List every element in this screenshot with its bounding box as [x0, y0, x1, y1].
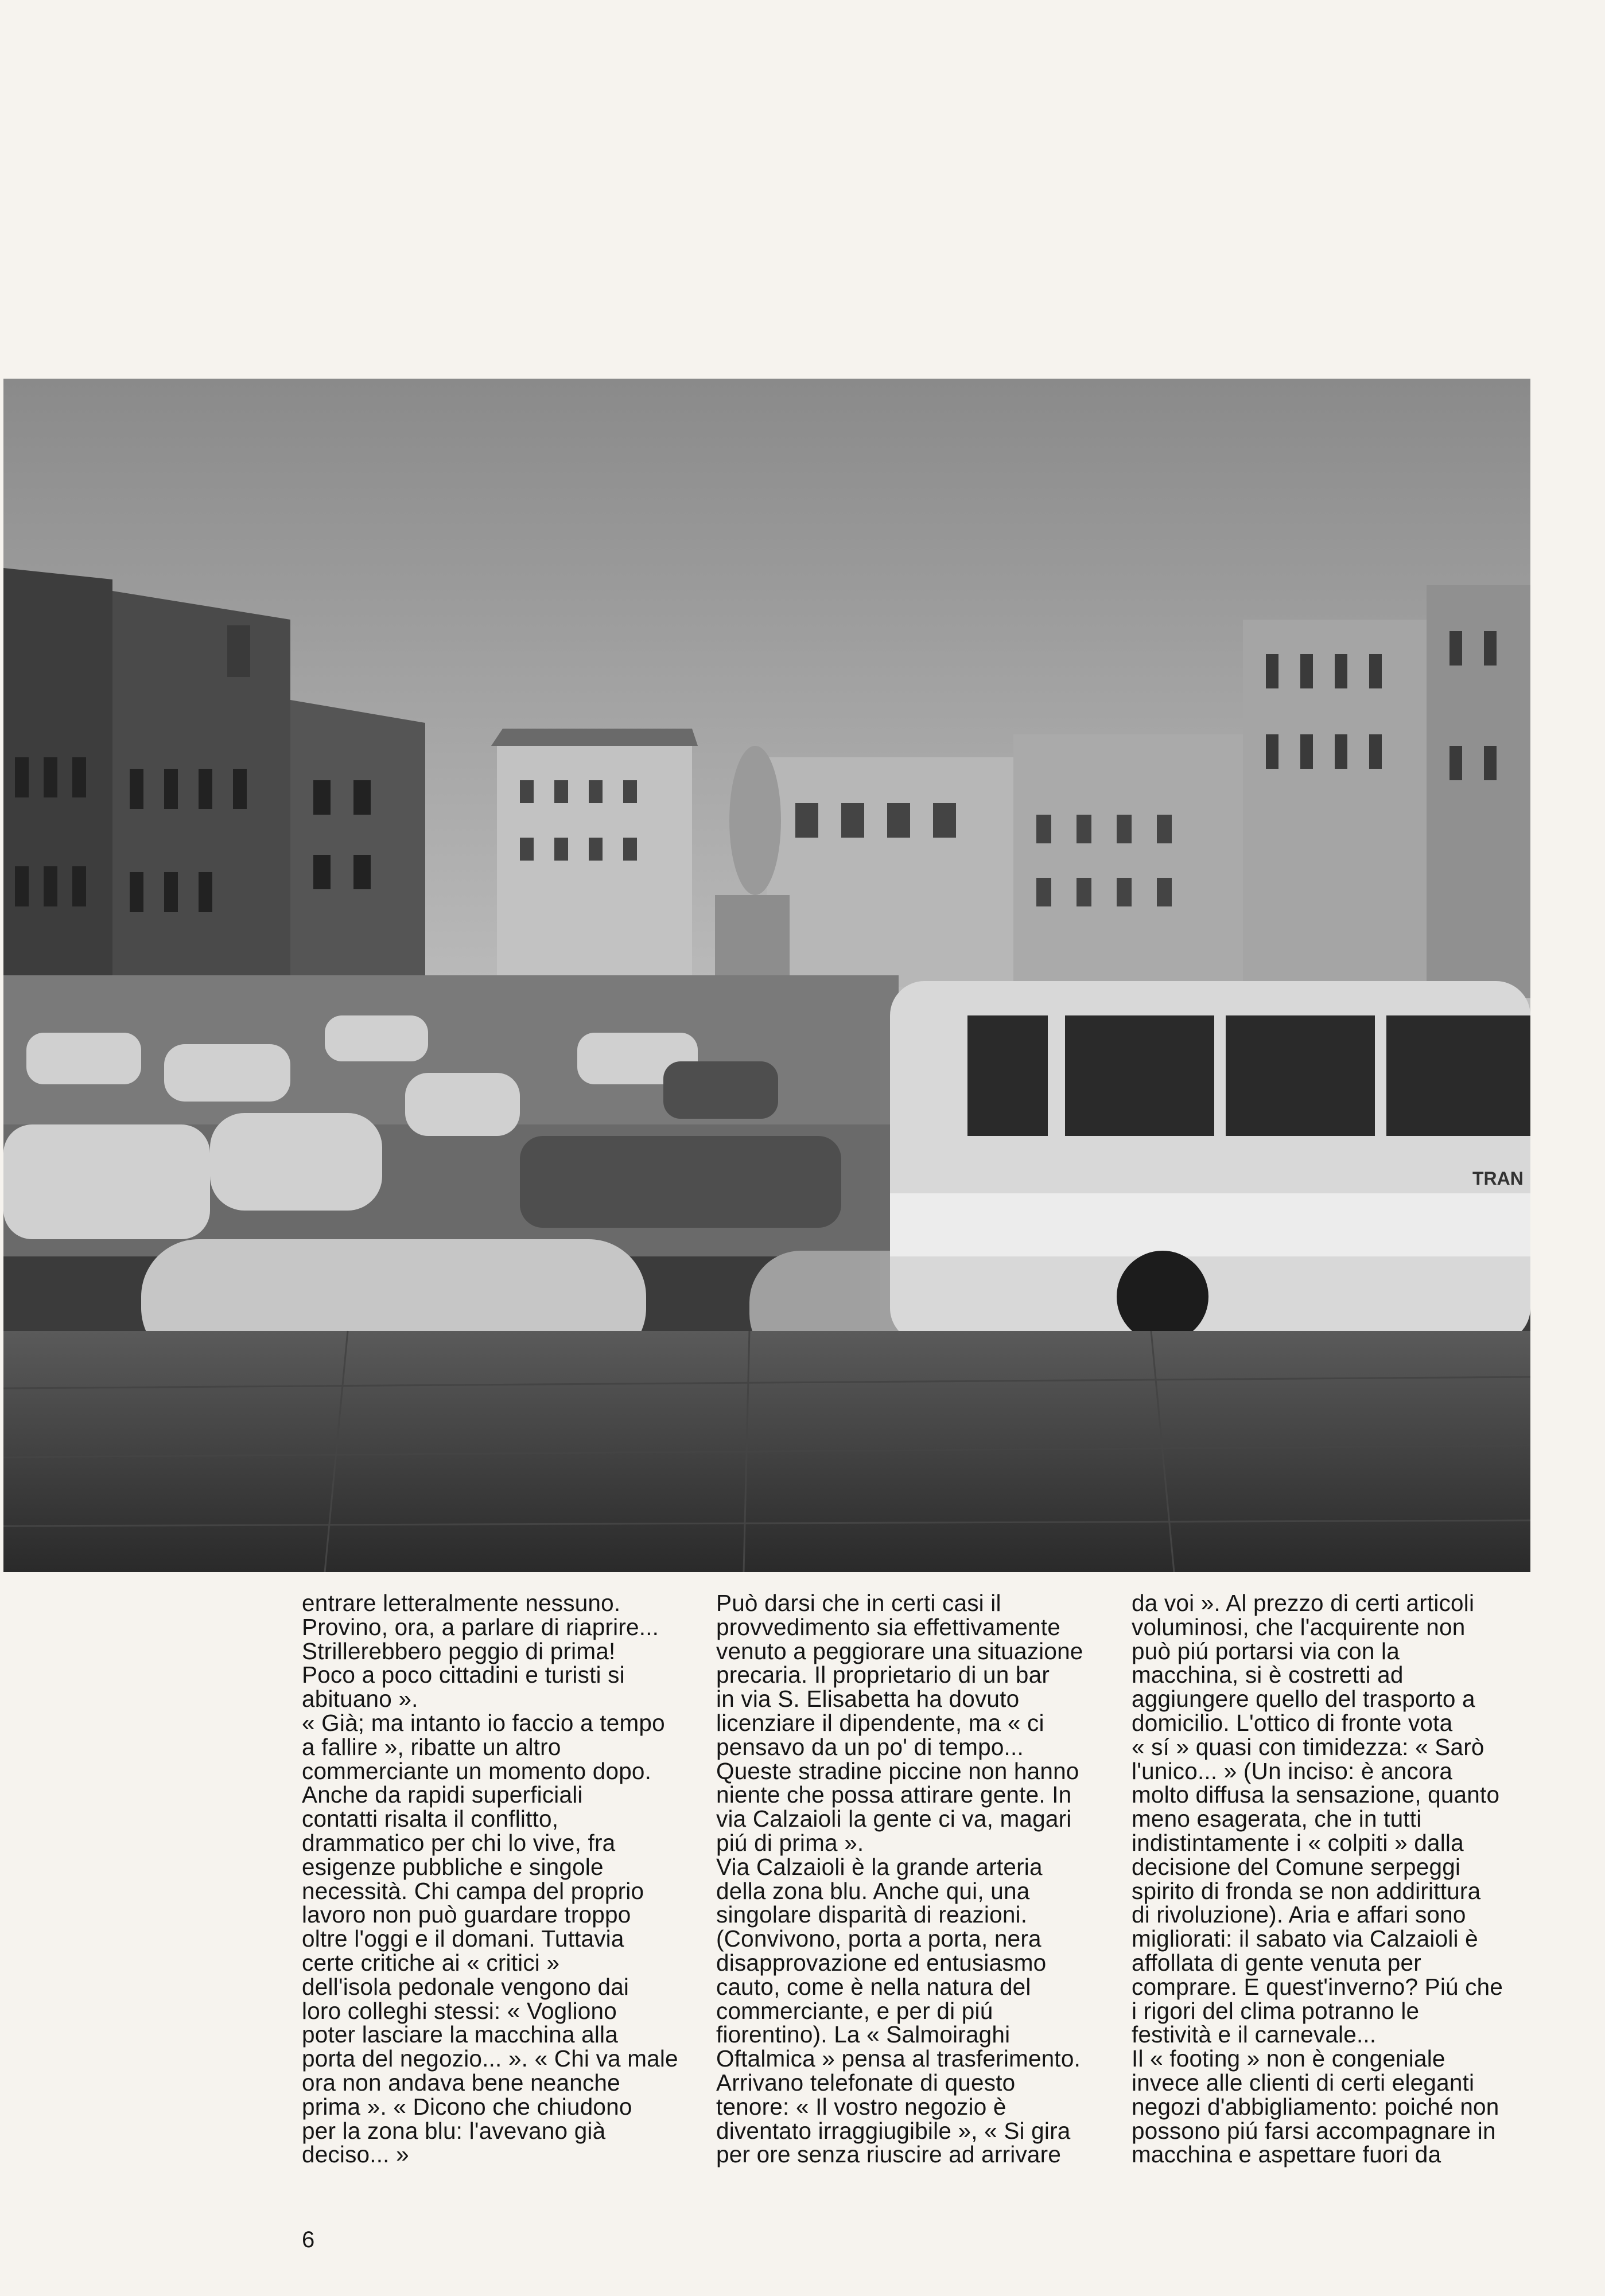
page-number: 6 — [302, 2227, 315, 2252]
text-column-2: Può darsi che in certi casi il provvedimento sia effettivamente venuto a peggiorare una situazione precaria. Il proprietario di un bar in via S. Elisabetta ha dovuto licenziare il dipendente, ma « ci pensavo da un po' di tempo... Queste stradine piccine non hanno niente che possa attirare gente. In via Calzaioli la gente ci va, magari piú di prima ». Via Calzaioli è la grande arteria della zona blu. Anche qui, una singolare disparità di reazioni. (Convivono, porta a porta, nera disapprovazione ed entusiasmo cauto, come è nella natura del commerciante, e per di piú fiorentino). La « Salmoiraghi Oftalmica » pensa al trasferimento. Arrivano telefonate di questo tenore: « Il vostro negozio è diventato irraggiugibile », « Si gira per ore senza riuscire ad arrivare — [716, 1590, 1083, 2168]
bus-lettering: TRAN — [1472, 1168, 1524, 1189]
text-column-3: da voi ». Al prezzo di certi articoli voluminosi, che l'acquirente non può piú portarsi via con la macchina, si è costretti ad aggiungere quello del trasporto a domicilio. L'ottico di fronte vota « sí » quasi con timidezza: « Sarò l'unico... » (Un inciso: è ancora molto diffusa la sensazione, quanto meno esagerata, che in tutti indistintamente i « colpiti » dalla decisione del Comune serpeggi spirito di fronda se non addirittura di rivoluzione). Aria e affari sono migliorati: il sabato via Calzaioli è affollata di gente venuta per comprare. E quest'inverno? Piú che i rigori del clima potranno le festività e il carnevale... Il « footing » non è congeniale invece alle clienti di certi eleganti negozi d'abbigliamento: poiché non possono piú farsi accompagnare in macchina e aspettare fuori da — [1132, 1590, 1503, 2168]
right-buildings — [1243, 585, 1530, 998]
tour-bus — [890, 981, 1530, 1342]
piazza-photo-drawing — [3, 379, 1530, 1572]
monument-statue — [729, 746, 781, 895]
monument-pedestal — [715, 895, 790, 987]
center-buildings — [491, 729, 1266, 987]
photo-piazza-santa-croce — [3, 379, 1530, 1572]
text-column-1: entrare letteralmente nessuno. Provino, ora, a parlare di riaprire... Strillerebbero peggio di prima! Poco a poco cittadini e turisti si abituano ». « Già; ma intanto io faccio a tempo a fallire », ribatte un altro commerciante un momento dopo. Anche da rapidi superficiali contatti risalta il conflitto, drammatico per chi lo vive, fra esigenze pubbliche e singole necessità. Chi campa del proprio lavoro non può guardare troppo oltre l'oggi e il domani. Tuttavia certe critiche ai « critici » dell'isola pedonale vengono dai loro colleghi stessi: « Vogliono poter lasciare la macchina alla porta del negozio... ». « Chi va male ora non andava bene neanche prima ». « Dicono che chiudono per la zona blu: l'avevano già deciso... » — [302, 1590, 678, 2168]
